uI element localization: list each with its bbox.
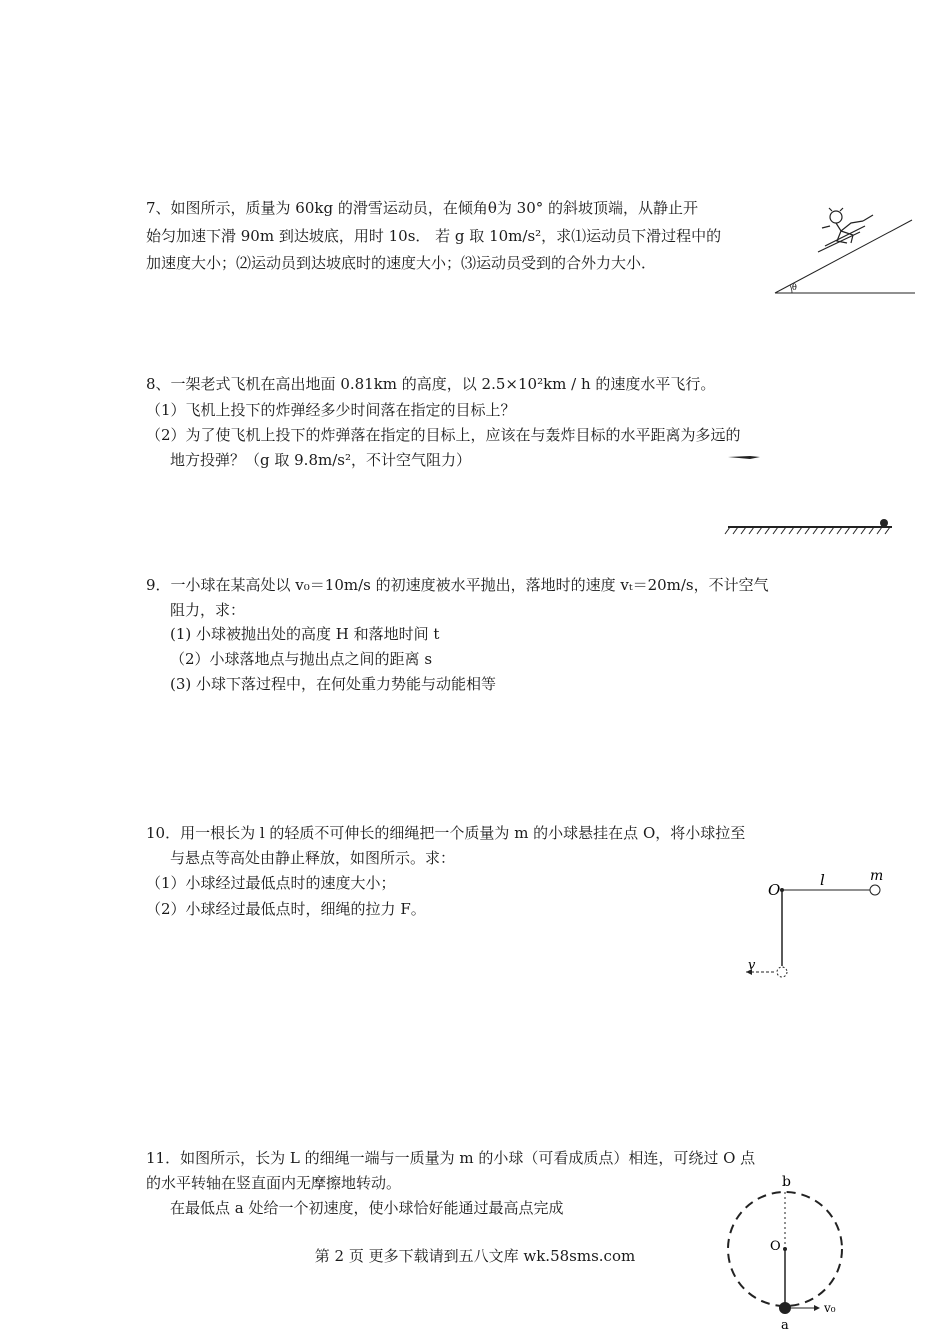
q8-line-1: 8、一架老式飞机在高出地面 0.81km 的高度，以 2.5×10²km / h 的速度水平飞行。: [146, 375, 716, 393]
q8-line-2: （1）飞机上投下的炸弹经多少时间落在指定的目标上？: [146, 401, 516, 419]
q8-line-4: 地方投弹？（g 取 9.8m/s²，不计空气阻力）: [170, 451, 471, 469]
pendulum-figure: [740, 862, 900, 987]
q9-line-5: (3) 小球下落过程中，在何处重力势能与动能相等: [170, 675, 497, 693]
plane-ground-figure: [720, 445, 905, 540]
slope-angle-label: θ: [792, 283, 797, 292]
pivot-label-O: O: [768, 881, 781, 899]
q10-line-1: 10．用一根长为 l 的轻质不可伸长的细绳把一个质量为 m 的小球悬挂在点 O，将小球拉至: [146, 824, 746, 842]
q10-line-4: （2）小球经过最低点时，细绳的拉力 F。: [146, 900, 426, 918]
velocity-label-v: v: [748, 958, 756, 973]
q9-line-3: (1) 小球被抛出处的高度 H 和落地时间 t: [170, 625, 440, 643]
q11-line-1: 11．如图所示，长为 L 的细绳一端与一质量为 m 的小球（可看成质点）相连，可绕过 O 点: [146, 1149, 756, 1167]
q9-line-1: 9．一小球在某高处以 v₀＝10m/s 的初速度被水平抛出，落地时的速度 vₜ＝20m/s，不计空气: [146, 576, 769, 594]
plane-icon: [728, 456, 760, 459]
q8-line-3: （2）为了使飞机上投下的炸弹落在指定的目标上，应该在与轰炸目标的水平距离为多远的: [146, 426, 741, 444]
q10-line-3: （1）小球经过最低点时的速度大小；: [146, 874, 396, 892]
skier-slope-figure: [770, 200, 920, 300]
q7-line-3: 加速度大小；⑵运动员到达坡底时的速度大小；⑶运动员受到的合外力大小．: [146, 254, 657, 272]
bottom-point-label-a: a: [781, 1318, 789, 1333]
mass-label-m: m: [870, 868, 884, 884]
length-label-l: l: [820, 871, 825, 889]
ground-hatching: [725, 527, 890, 534]
q9-line-4: （2）小球落地点与抛出点之间的距离 s: [170, 650, 433, 668]
page-footer: 第 2 页 更多下载请到五八文库 wk.58sms.com: [314, 1247, 636, 1265]
q7-line-2: 始匀加速下滑 90m 到达坡底，用时 10s． 若 g 取 10m/s²，求⑴运动员下滑过程中的: [146, 227, 722, 245]
target-dot: [880, 519, 888, 527]
q11-line-2: 的水平转轴在竖直面内无摩擦地转动。: [146, 1174, 402, 1192]
q7-line-1: 7、如图所示，质量为 60kg 的滑雪运动员，在倾角θ为 30° 的斜坡顶端，从静止开: [146, 199, 699, 217]
q11-line-3: 在最低点 a 处给一个初速度，使小球恰好能通过最高点完成: [170, 1199, 564, 1217]
q10-line-2: 与悬点等高处由静止释放，如图所示。求：: [170, 849, 456, 867]
top-point-label-b: b: [782, 1174, 791, 1190]
velocity-label-v0: v₀: [824, 1301, 836, 1315]
center-label-O: O: [770, 1239, 781, 1254]
q9-line-2: 阻力，求：: [170, 601, 246, 619]
